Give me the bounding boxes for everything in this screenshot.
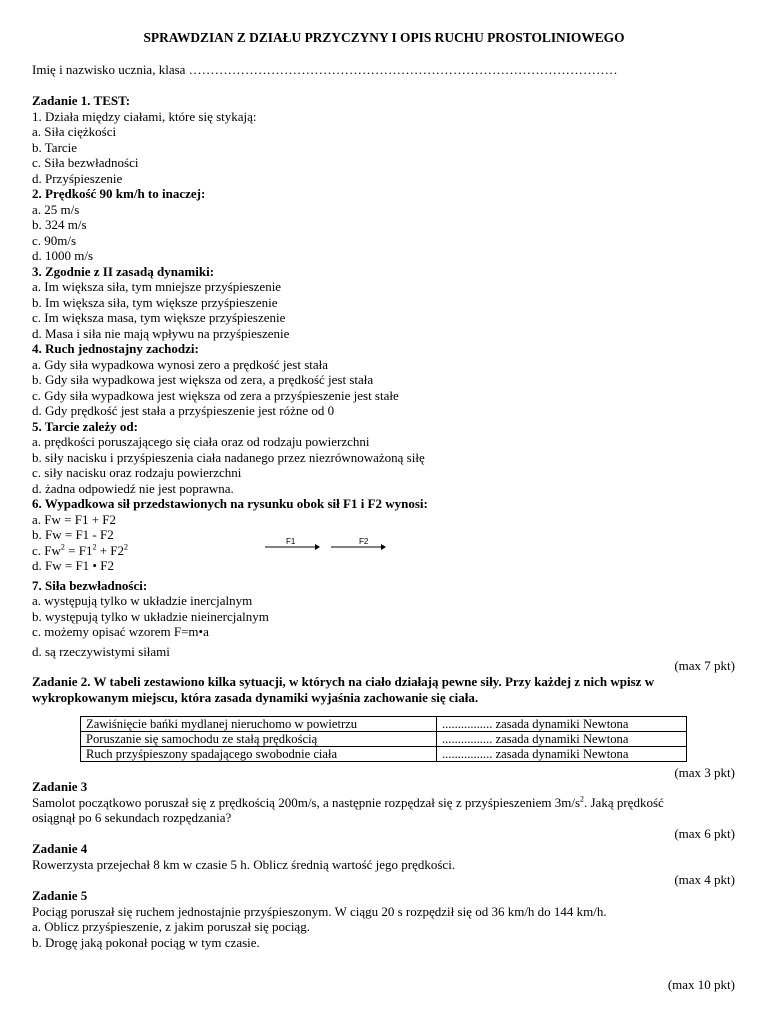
option: b. siły nacisku i przyśpieszenia ciała nadanego przez niezrównoważoną siłę — [32, 449, 425, 465]
option: b. występują tylko w układzie nieinercjalnym — [32, 608, 269, 624]
option: a. Gdy siła wypadkowa wynosi zero a prędkość jest stała — [32, 356, 329, 372]
task-5-text: Pociąg poruszał się ruchem jednostajnie przyśpieszonym. W ciągu 20 s rozpędził się od 36 km/h do 144 km/h. — [32, 903, 607, 919]
task-1-max-points: (max 7 pkt) — [674, 658, 735, 673]
task-2-heading — [32, 674, 740, 705]
option: a. Siła ciężkości — [32, 124, 117, 139]
task-4-text: Rowerzysta przejechał 8 km w czasie 5 h. Oblicz średnią wartość jego prędkości. — [32, 856, 456, 872]
table-row — [81, 717, 687, 732]
option-formula: c. $Fw^2 = F1^2 + F2^2$ — [32, 542, 129, 558]
option: c. siły nacisku oraz rodzaju powierzchni — [32, 465, 242, 480]
student-name-line: Imię i nazwisko ucznia, klasa ……………………………………………………………………………………… — [32, 62, 618, 77]
task-3-heading: Zadanie 3 — [32, 779, 88, 794]
situation-cell: Poruszanie się samochodu ze stałą prędkością — [81, 732, 437, 747]
option: a. prędkości poruszającego się ciała oraz od rodzaju powierzchni — [32, 434, 370, 449]
task-2-max-points: (max 3 pkt) — [674, 765, 735, 780]
question-4: 4. Ruch jednostajny zachodzi: — [32, 341, 199, 356]
f1-label: F1 — [286, 537, 296, 546]
task-3 — [32, 779, 740, 826]
option: d. żadna odpowiedź nie jest poprawna. — [32, 480, 234, 496]
option: b. 324 m/s — [32, 217, 87, 232]
option: d. Masa i siła nie mają wpływu na przyśpieszenie — [32, 325, 290, 341]
table-row — [81, 747, 687, 762]
option: d. Przyśpieszenie — [32, 170, 123, 186]
task-3-max-points: (max 6 pkt) — [674, 826, 735, 841]
question-1: 1. Działa między ciałami, które się stykają: — [32, 108, 257, 124]
answer-cell[interactable]: ................ zasada dynamiki Newtona — [437, 747, 687, 762]
question-5: 5. Tarcie zależy od: — [32, 418, 138, 434]
option: d. Gdy prędkość jest stała a przyśpieszenie jest różne od 0 — [32, 403, 335, 418]
question-6: 6. Wypadkowa sił przedstawionych na rysunku obok sił F1 i F2 wynosi: — [32, 496, 428, 511]
option: d. są rzeczywistymi siłami — [32, 643, 170, 659]
task-4-max-points: (max 4 pkt) — [674, 872, 735, 887]
page-title: SPRAWDZIAN Z DZIAŁU PRZYCZYNY I OPIS RUCHU PROSTOLINIOWEGO — [143, 30, 625, 45]
answer-cell[interactable]: ................ zasada dynamiki Newtona — [437, 717, 687, 732]
option: c. Siła bezwładności — [32, 155, 139, 170]
option: a. występują tylko w układzie inercjalnym — [32, 593, 253, 608]
question-7: 7. Siła bezwładności: — [32, 577, 148, 593]
option: b. Im większa siła, tym większe przyśpieszenie — [32, 294, 278, 310]
task-2-heading-line: wykropkowanym miejscu, która zasada dynamiki wyjaśnia zachowanie się ciała. — [32, 689, 479, 705]
option: c. Gdy siła wypadkowa jest większa od zera a przyśpieszenie jest stałe — [32, 387, 399, 403]
option: c. możemy opisać wzorem F=m•a — [32, 624, 209, 639]
task-4-heading: Zadanie 4 — [32, 841, 88, 856]
answer-cell[interactable]: ................ zasada dynamiki Newtona — [437, 732, 687, 747]
task-2-table — [80, 716, 687, 762]
task-5-heading: Zadanie 5 — [32, 888, 88, 903]
task-1-heading: Zadanie 1. TEST: — [32, 93, 131, 108]
option: d. 1000 m/s — [32, 248, 94, 263]
f2-label: F2 — [359, 537, 369, 546]
task-5-max-points: (max 10 pkt) — [667, 977, 735, 992]
situation-cell: Ruch przyśpieszony spadającego swobodnie ciała — [81, 747, 437, 762]
task-1 — [32, 93, 740, 659]
question-2: 2. Prędkość 90 km/h to inaczej: — [32, 186, 206, 201]
table-row — [81, 732, 687, 747]
situation-cell: Zawiśnięcie bańki mydlanej nieruchomo w powietrzu — [81, 717, 437, 732]
task-4 — [32, 841, 740, 872]
task-3-text: Samolot początkowo poruszał się z prędkością 200m/s, a następnie rozpędzał się z przyśpieszeniem $3m/s^2$. Jaką prędkość — [32, 794, 664, 810]
question-3: 3. Zgodnie z II zasadą dynamiki: — [32, 263, 215, 279]
option: b. Fw = F1 - F2 — [32, 527, 114, 542]
option: a. Im większa siła, tym mniejsze przyśpieszenie — [32, 279, 282, 294]
task-5 — [32, 888, 740, 950]
option: a. Fw = F1 + F2 — [32, 511, 117, 527]
option: c. 90m/s — [32, 232, 77, 248]
option: b. Tarcie — [32, 139, 78, 155]
f2-arrowhead — [381, 544, 386, 550]
option: c. Im większa masa, tym większe przyśpieszenie — [32, 310, 286, 325]
option: d. Fw = F1 • F2 — [32, 558, 114, 573]
task-2-heading-line: Zadanie 2. W tabeli zestawiono kilka sytuacji, w których na ciało działają pewne siły. Przy każdej z nich wpisz w — [32, 674, 655, 689]
f1-arrowhead — [315, 544, 320, 550]
task-5-text: a. Oblicz przyśpieszenie, z jakim poruszał się pociąg. — [32, 919, 310, 934]
task-3-text: osiągnął po 6 sekundach rozpędzania? — [32, 810, 232, 825]
task-5-text: b. Drogę jaką pokonał pociąg w tym czasie. — [32, 934, 260, 950]
option: a. 25 m/s — [32, 201, 80, 217]
option: b. Gdy siła wypadkowa jest większa od zera, a prędkość jest stała — [32, 372, 374, 387]
force-vectors-diagram — [264, 536, 394, 556]
